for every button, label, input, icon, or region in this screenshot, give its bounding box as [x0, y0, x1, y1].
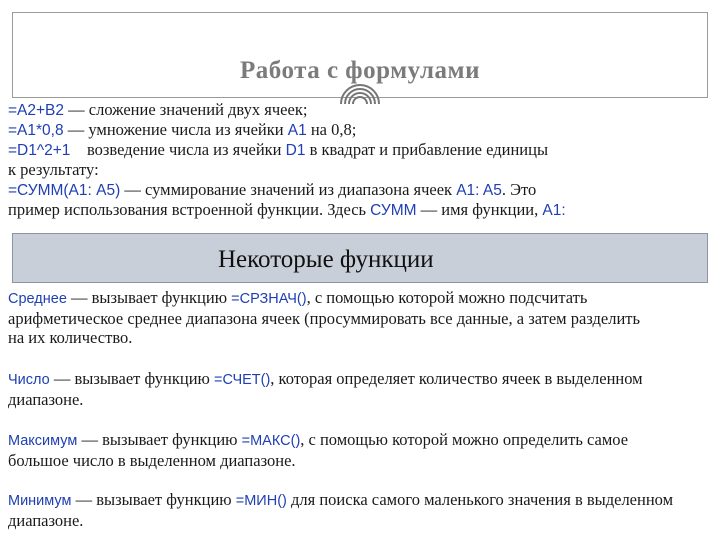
function-description: [8, 369, 714, 409]
function-label: Минимум: [8, 493, 72, 509]
cell-ref: A1: [287, 122, 307, 139]
formula-line: [8, 100, 714, 120]
cell-ref: A1: A5: [456, 182, 502, 199]
desc-text: , которая определяет количество ячеек в выделенном: [270, 369, 643, 388]
section-banner: [12, 233, 708, 283]
function-code: =СЧЕТ(): [213, 372, 271, 388]
function-label: Максимум: [8, 433, 78, 449]
function-code: =СРЗНАЧ(): [231, 291, 307, 307]
formula-text: к результату:: [8, 160, 99, 179]
desc-line: на их количество.: [8, 328, 133, 347]
function-description: [8, 288, 714, 347]
formula-line: [8, 180, 714, 200]
desc-text: , с помощью которой можно подсчитать: [306, 288, 588, 307]
desc-line: [8, 430, 714, 451]
formula-text: в квадрат и прибавление единицы: [305, 140, 549, 159]
desc-text: — вызывает функцию: [49, 369, 214, 388]
formula-code: =СУММ(А1: А5): [8, 182, 121, 199]
cell-ref: D1: [285, 142, 306, 159]
desc-line: [8, 288, 714, 309]
formula-text: — суммирование значений из диапазона ячеек: [120, 180, 457, 199]
desc-line: диапазоне.: [8, 511, 84, 530]
desc-text: , с помощью которой можно определить самое: [300, 430, 629, 449]
formula-text: . Это: [501, 180, 537, 199]
formula-text: возведение числа из ячейки: [70, 140, 286, 159]
formula-code: =A1*0,8: [8, 122, 64, 139]
slide-title: Работа с формулами: [240, 57, 480, 84]
formula-line: [8, 140, 714, 160]
formula-text: — имя функции,: [416, 200, 543, 219]
desc-text: — вызывает функцию: [77, 430, 242, 449]
function-label: Число: [8, 372, 50, 388]
function-description: [8, 490, 714, 530]
formula-code: =D1^2+1: [8, 142, 71, 159]
formula-line: [8, 120, 714, 140]
formula-line: [8, 200, 714, 220]
function-label: Среднее: [8, 291, 67, 307]
formula-code: =A2+B2: [8, 102, 65, 119]
desc-line: [8, 490, 714, 511]
formula-text: пример использования встроенной функции. Здесь: [8, 200, 371, 219]
formula-examples: [8, 100, 714, 220]
function-code: =МАКС(): [241, 433, 301, 449]
desc-line: диапазоне.: [8, 390, 84, 409]
desc-text: — вызывает функцию: [71, 490, 236, 509]
section-heading: Некоторые функции: [218, 246, 434, 273]
desc-text: для поиска самого маленького значения в выделенном: [286, 490, 674, 509]
function-name: СУММ: [370, 202, 417, 219]
function-code: =МИН(): [235, 493, 287, 509]
formula-text: — сложение значений двух ячеек;: [64, 100, 308, 119]
cell-ref: A1:: [542, 202, 566, 219]
desc-line: большое число в выделенном диапазоне.: [8, 451, 296, 470]
function-description: [8, 430, 714, 470]
formula-text: — умножение числа из ячейки: [63, 120, 288, 139]
desc-line: арифметическое среднее диапазона ячеек (просуммировать все данные, а затем разделить: [8, 309, 641, 328]
desc-line: [8, 369, 714, 390]
formula-text: на 0,8;: [306, 120, 357, 139]
formula-line: [8, 160, 714, 180]
desc-text: — вызывает функцию: [66, 288, 232, 307]
